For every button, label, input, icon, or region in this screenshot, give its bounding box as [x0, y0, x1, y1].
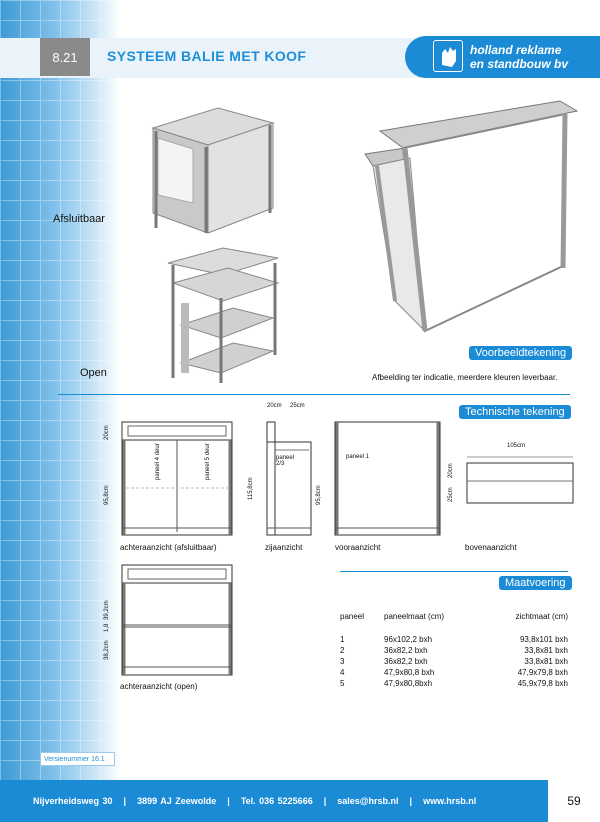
table-cell: 5: [340, 679, 345, 688]
table-header: paneel: [340, 612, 365, 621]
table-cell: 45,9x79,8 bxh: [517, 679, 568, 688]
table-cell: 3: [340, 657, 345, 666]
left-column-grid: [0, 0, 120, 780]
side-w2: 25cm: [290, 403, 305, 409]
table-header: paneelmaat (cm): [384, 612, 445, 621]
back-view-closed-drawing: [120, 420, 235, 540]
logo-hand-icon: [433, 40, 463, 72]
front-h: 95,8cm: [316, 485, 322, 505]
version-number: Versienummer 16.1: [40, 752, 115, 766]
back-closed-caption: achteraanzicht (afsluitbaar): [120, 543, 217, 552]
table-cell: 47,9x79,8 bxh: [517, 668, 568, 677]
table-cell: 33,8x81 bxh: [524, 646, 568, 655]
section-number: 8.21: [40, 38, 90, 76]
technical-drawing-badge: Technische tekening: [459, 405, 571, 419]
example-counter-illustration: [365, 96, 580, 336]
table-row: [340, 646, 568, 657]
back-open-h2: 1,8: [104, 623, 110, 632]
back-open-caption: achteraanzicht (open): [120, 682, 198, 691]
table-row: [340, 635, 568, 646]
footer-sep: |: [323, 796, 327, 806]
table-header: zichtmaat (cm): [515, 612, 568, 621]
back-closed-panel5: paneel 5 deur: [205, 443, 211, 480]
footer-street: Nijverheidsweg 30: [33, 796, 113, 806]
table-cell: 1: [340, 635, 345, 644]
footer-sep: |: [227, 796, 230, 806]
table-cell: 47,9x80,8 bxh: [384, 668, 435, 677]
logo-line-2: en standbouw bv: [470, 57, 569, 71]
table-cell: 2: [340, 646, 345, 655]
table-cell: 33,8x81 bxh: [524, 657, 568, 666]
back-view-open-drawing: [120, 563, 235, 678]
example-drawing-badge: Voorbeeldtekening: [469, 346, 572, 360]
back-closed-panel4: paneel 4 deur: [155, 443, 161, 480]
footer-web[interactable]: www.hrsb.nl: [423, 796, 477, 806]
side-caption: zijaanzicht: [265, 543, 303, 552]
table-cell: 93,8x101 bxh: [519, 635, 568, 644]
back-closed-h1: 20cm: [104, 425, 110, 440]
table-header-row: [340, 612, 568, 623]
table-row: [340, 657, 568, 668]
table-row: [340, 679, 568, 690]
side-view-drawing: [265, 420, 315, 540]
top-view-drawing: [465, 455, 585, 505]
top-d1: 20cm: [448, 463, 454, 478]
open-label: Open: [80, 367, 107, 379]
front-view-drawing: [333, 420, 443, 540]
footer-sep: |: [123, 796, 127, 806]
table-cell: 4: [340, 668, 345, 677]
divider-1: [58, 394, 570, 395]
side-h: 115,8cm: [248, 477, 254, 500]
footer-city: 3899 AJ Zeewolde: [137, 796, 217, 806]
footer-bar: [0, 780, 548, 822]
footer-sep: |: [409, 796, 413, 806]
top-caption: bovenaanzicht: [465, 543, 517, 552]
page-number: 59: [548, 780, 600, 822]
footer-phone: Tel. 036 5225666: [240, 796, 313, 806]
back-closed-h2: 95,8cm: [104, 485, 110, 505]
page-title: SYSTEEM BALIE MET KOOF: [107, 48, 307, 64]
closed-counter-illustration: [148, 103, 278, 233]
table-cell: 36x82,2 bxh: [384, 646, 428, 655]
indication-note: Afbeelding ter indicatie, meerdere kleuren leverbaar.: [372, 373, 558, 382]
front-caption: vooraanzicht: [335, 543, 381, 552]
table-cell: 96x102,2 bxh: [384, 635, 433, 644]
table-cell: 47,9x80,8bxh: [384, 679, 433, 688]
back-open-h1: 39,2cm: [104, 600, 110, 620]
logo-line-1: holland reklame: [470, 43, 562, 57]
divider-2: [340, 571, 568, 572]
back-open-h3: 38,2cm: [104, 640, 110, 660]
top-d2: 25cm: [448, 487, 454, 502]
front-panel: paneel 1: [346, 454, 370, 460]
table-row: [340, 668, 568, 679]
table-cell: 36x82,2 bxh: [384, 657, 428, 666]
side-w1: 20cm: [267, 403, 282, 409]
company-logo: [405, 36, 600, 78]
dimensions-table: [340, 612, 568, 690]
side-panel: paneel 2/3: [276, 455, 295, 467]
open-counter-illustration: [163, 243, 283, 383]
closable-label: Afsluitbaar: [53, 213, 105, 225]
dimensions-badge: Maatvoering: [499, 576, 572, 590]
footer-email[interactable]: sales@hrsb.nl: [337, 796, 399, 806]
top-w: 105cm: [507, 443, 526, 449]
top-white-area: [120, 0, 600, 40]
